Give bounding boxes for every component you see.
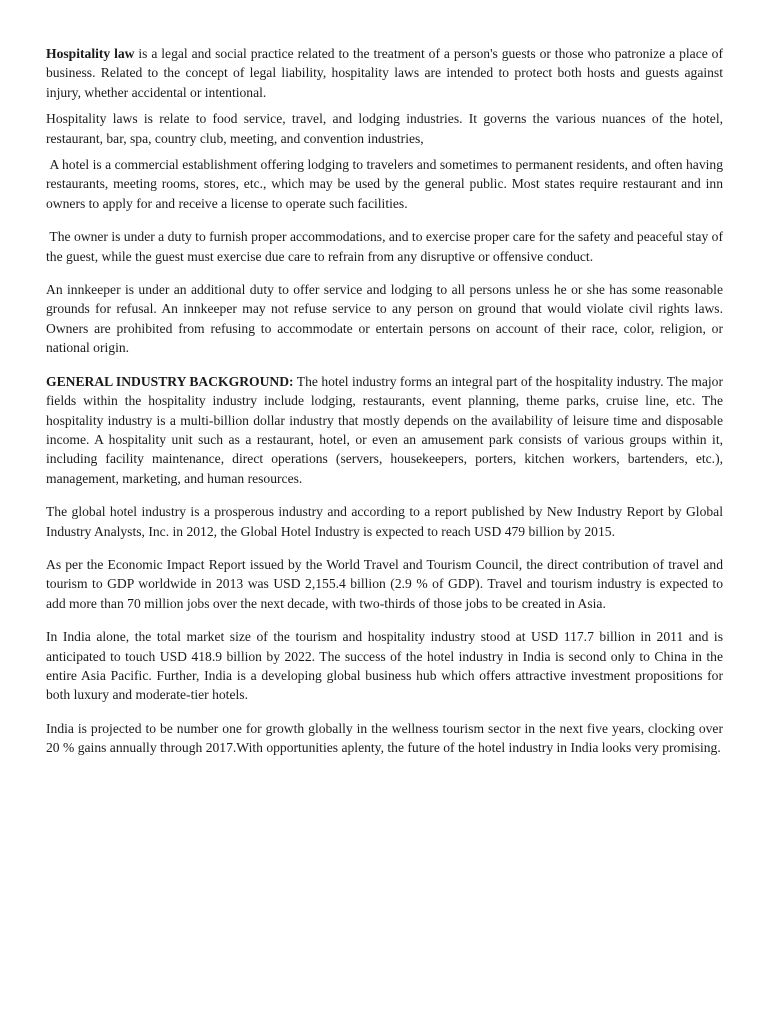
paragraph-hospitality-laws-scope (46, 109, 723, 148)
paragraph-text: In India alone, the total market size of the tourism and hospitality industry stood at USD 117.7 billion in 2011 and is anticipated to touch USD 418.9 billion by 2022. The success of the hotel industry in India is second only to China in the entire Asia Pacific. Further, India is a developing global business hub which offers attractive investment propositions for both luxury and moderate-tier hotels. (46, 629, 723, 703)
paragraph-text: The global hotel industry is a prosperous industry and according to a report published by New Industry Report by Global Industry Analysts, Inc. in 2012, the Global Hotel Industry is expected to reach USD 479 billion by 2015. (46, 504, 723, 539)
paragraph-wellness-tourism (46, 719, 723, 758)
paragraph-text: Hospitality laws is relate to food service, travel, and lodging industries. It governs the various nuances of the hotel, restaurant, bar, spa, country club, meeting, and convention industries, (46, 111, 723, 146)
paragraph-global-hotel-industry (46, 502, 723, 541)
paragraph-owner-duty (46, 227, 723, 266)
document-body (46, 44, 723, 758)
paragraph-industry-background (46, 372, 723, 488)
paragraph-text: The hotel industry forms an integral part of the hospitality industry. The major fields within the hospitality industry include lodging, restaurants, event planning, theme parks, cruise line, etc. The hospitality industry is a multi-billion dollar industry that mostly depends on the availability of leisure time and disposable income. A hospitality unit such as a restaurant, hotel, or even an amusement park consists of various groups within it, including facility maintenance, direct operations (servers, housekeepers, porters, kitchen workers, bartenders, etc.), management, marketing, and human resources. (46, 373, 723, 486)
paragraph-hotel-definition (46, 155, 723, 213)
paragraph-hospitality-law (46, 44, 723, 102)
paragraph-text: An innkeeper is under an additional duty to offer service and lodging to all persons unless he or she has some reasonable grounds for refusal. An innkeeper may not refuse service to any person on ground that would violate civil rights laws. Owners are prohibited from refusing to accommodate or entertain persons on account of their race, color, religion, or national origin. (46, 282, 723, 356)
paragraph-text: As per the Economic Impact Report issued by the World Travel and Tourism Council, the direct contribution of travel and tourism to GDP worldwide in 2013 was USD 2,155.4 billion (2.9 % of GDP). Travel and tourism industry is expected to add more than 70 million jobs over the next decade, with two-thirds of those jobs to be created in Asia. (46, 556, 723, 611)
paragraph-text: A hotel is a commercial establishment offering lodging to travelers and sometimes to permanent residents, and often having restaurants, meeting rooms, stores, etc., which may be used by the general public. Most states require restaurant and inn owners to apply for and receive a license to operate such facilities. (46, 157, 723, 211)
paragraph-india-market (46, 627, 723, 705)
section-heading: GENERAL INDUSTRY BACKGROUND: (46, 373, 294, 389)
paragraph-economic-impact (46, 555, 723, 613)
paragraph-innkeeper-duty (46, 280, 723, 358)
paragraph-text: India is projected to be number one for growth globally in the wellness tourism sector in the next five years, clocking over 20 % gains annually through 2017.With opportunities aplenty, the future of the hotel industry in India looks very promising. (46, 720, 723, 756)
paragraph-text: is a legal and social practice related to the treatment of a person's guests or those who patronize a place of business. Related to the concept of legal liability, hospitality laws are intended to protect both hosts and guests against injury, whether accidental or intentional. (46, 46, 723, 100)
paragraph-text: The owner is under a duty to furnish proper accommodations, and to exercise proper care for the safety and peaceful stay of the guest, while the guest must exercise due care to refrain from any disruptive or offensive conduct. (46, 229, 723, 264)
bold-term: Hospitality law (46, 46, 135, 61)
